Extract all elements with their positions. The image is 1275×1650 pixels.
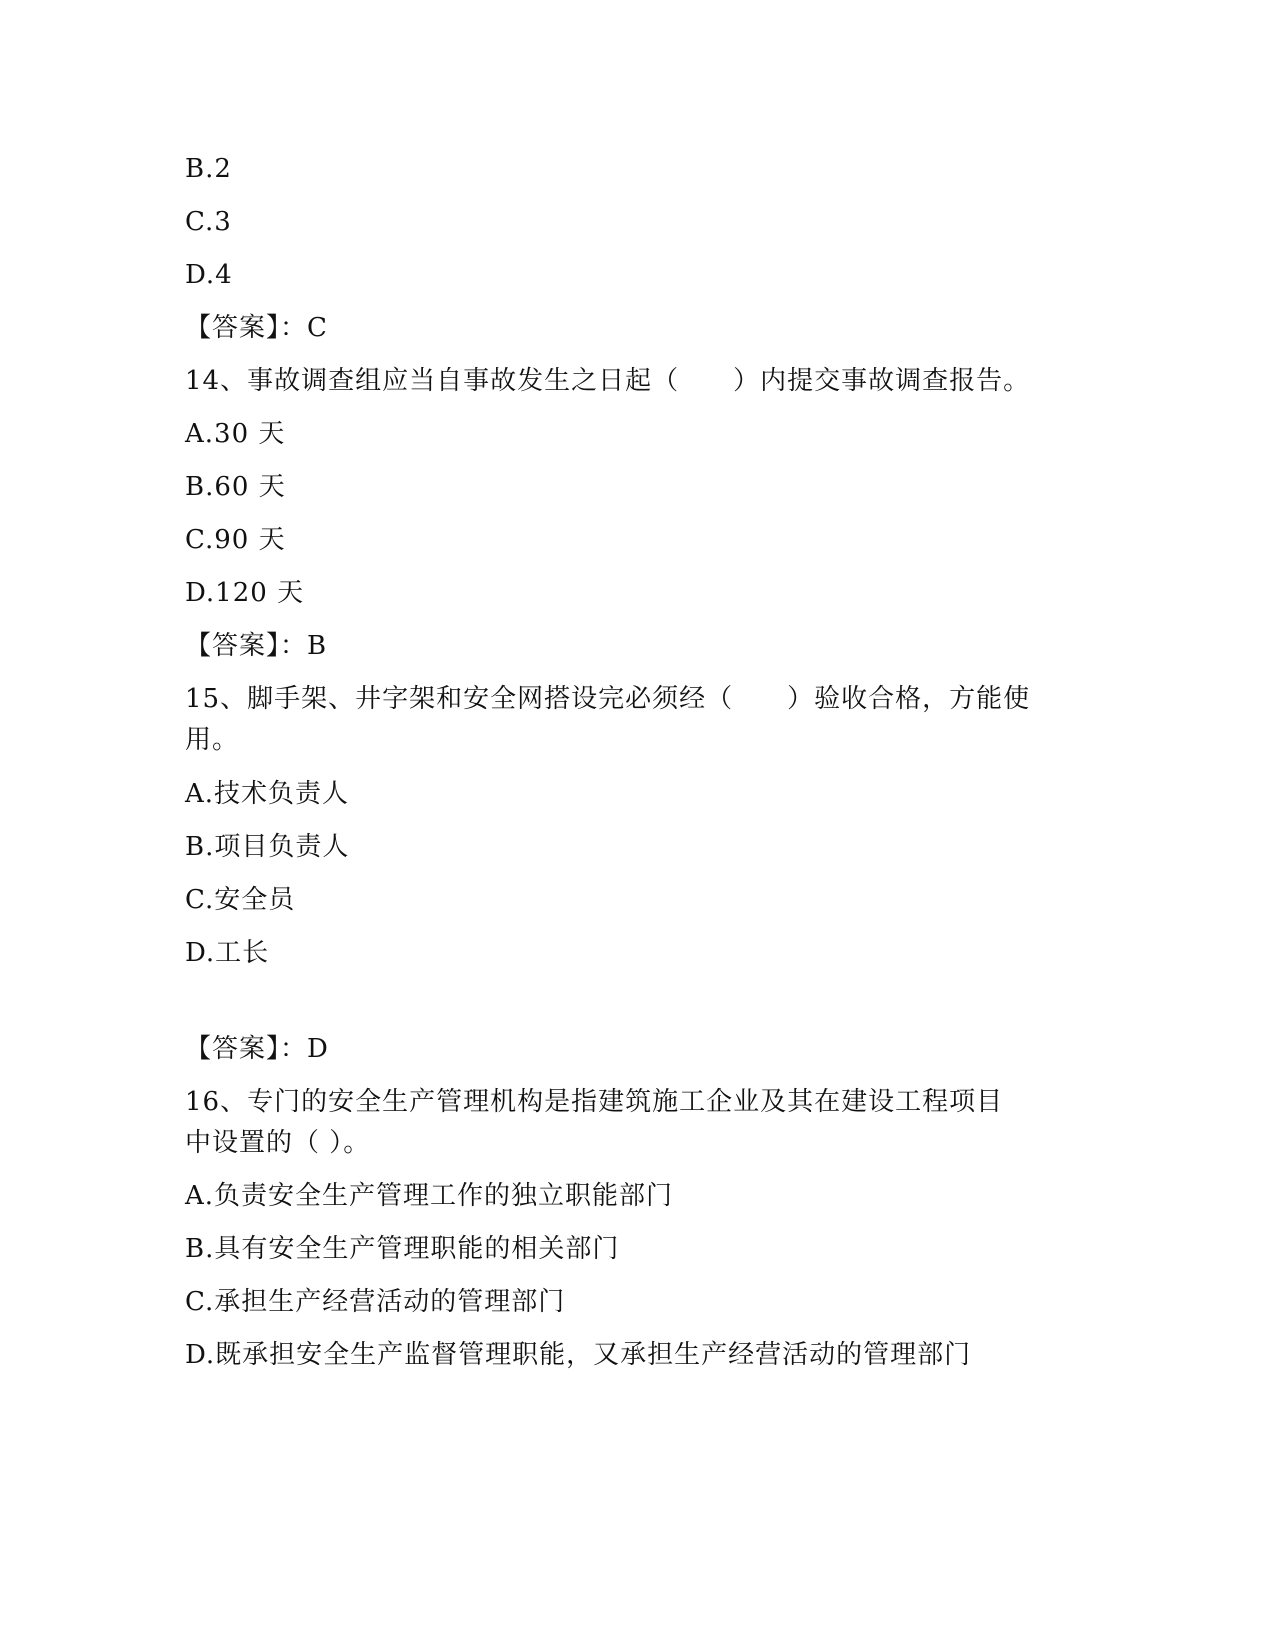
q14-option-d: D.120 天	[185, 578, 305, 608]
q15-stem-line2: 用。	[185, 725, 240, 755]
q16-option-b: B.具有安全生产管理职能的相关部门	[185, 1234, 620, 1264]
q13-answer: 【答案】：C	[185, 313, 328, 343]
q13-option-c: C.3	[185, 207, 232, 237]
q14-stem: 14、事故调查组应当自事故发生之日起（ ）内提交事故调查报告。	[185, 366, 1031, 396]
q15-option-a: A.技术负责人	[185, 779, 350, 809]
q14-option-c: C.90 天	[185, 525, 286, 555]
q15-stem-line1: 15、脚手架、井字架和安全网搭设完必须经（ ）验收合格，方能使	[185, 684, 1031, 714]
q14-option-a: A.30 天	[185, 419, 286, 449]
q14-option-b: B.60 天	[185, 472, 286, 502]
q14-answer: 【答案】：B	[185, 631, 328, 661]
q16-stem-line1: 16、专门的安全生产管理机构是指建筑施工企业及其在建设工程项目	[185, 1087, 1004, 1117]
q15-option-c: C.安全员	[185, 885, 296, 915]
q16-stem-line2: 中设置的（ ）。	[185, 1128, 371, 1158]
q13-option-d: D.4	[185, 260, 233, 290]
q16-option-a: A.负责安全生产管理工作的独立职能部门	[185, 1181, 674, 1211]
q16-option-c: C.承担生产经营活动的管理部门	[185, 1287, 566, 1317]
q15-option-d: D.工长	[185, 938, 270, 968]
q13-option-b: B.2	[185, 154, 232, 184]
q15-answer: 【答案】：D	[185, 1034, 329, 1064]
q16-option-d: D.既承担安全生产监督管理职能，又承担生产经营活动的管理部门	[185, 1340, 972, 1370]
q15-option-b: B.项目负责人	[185, 832, 350, 862]
